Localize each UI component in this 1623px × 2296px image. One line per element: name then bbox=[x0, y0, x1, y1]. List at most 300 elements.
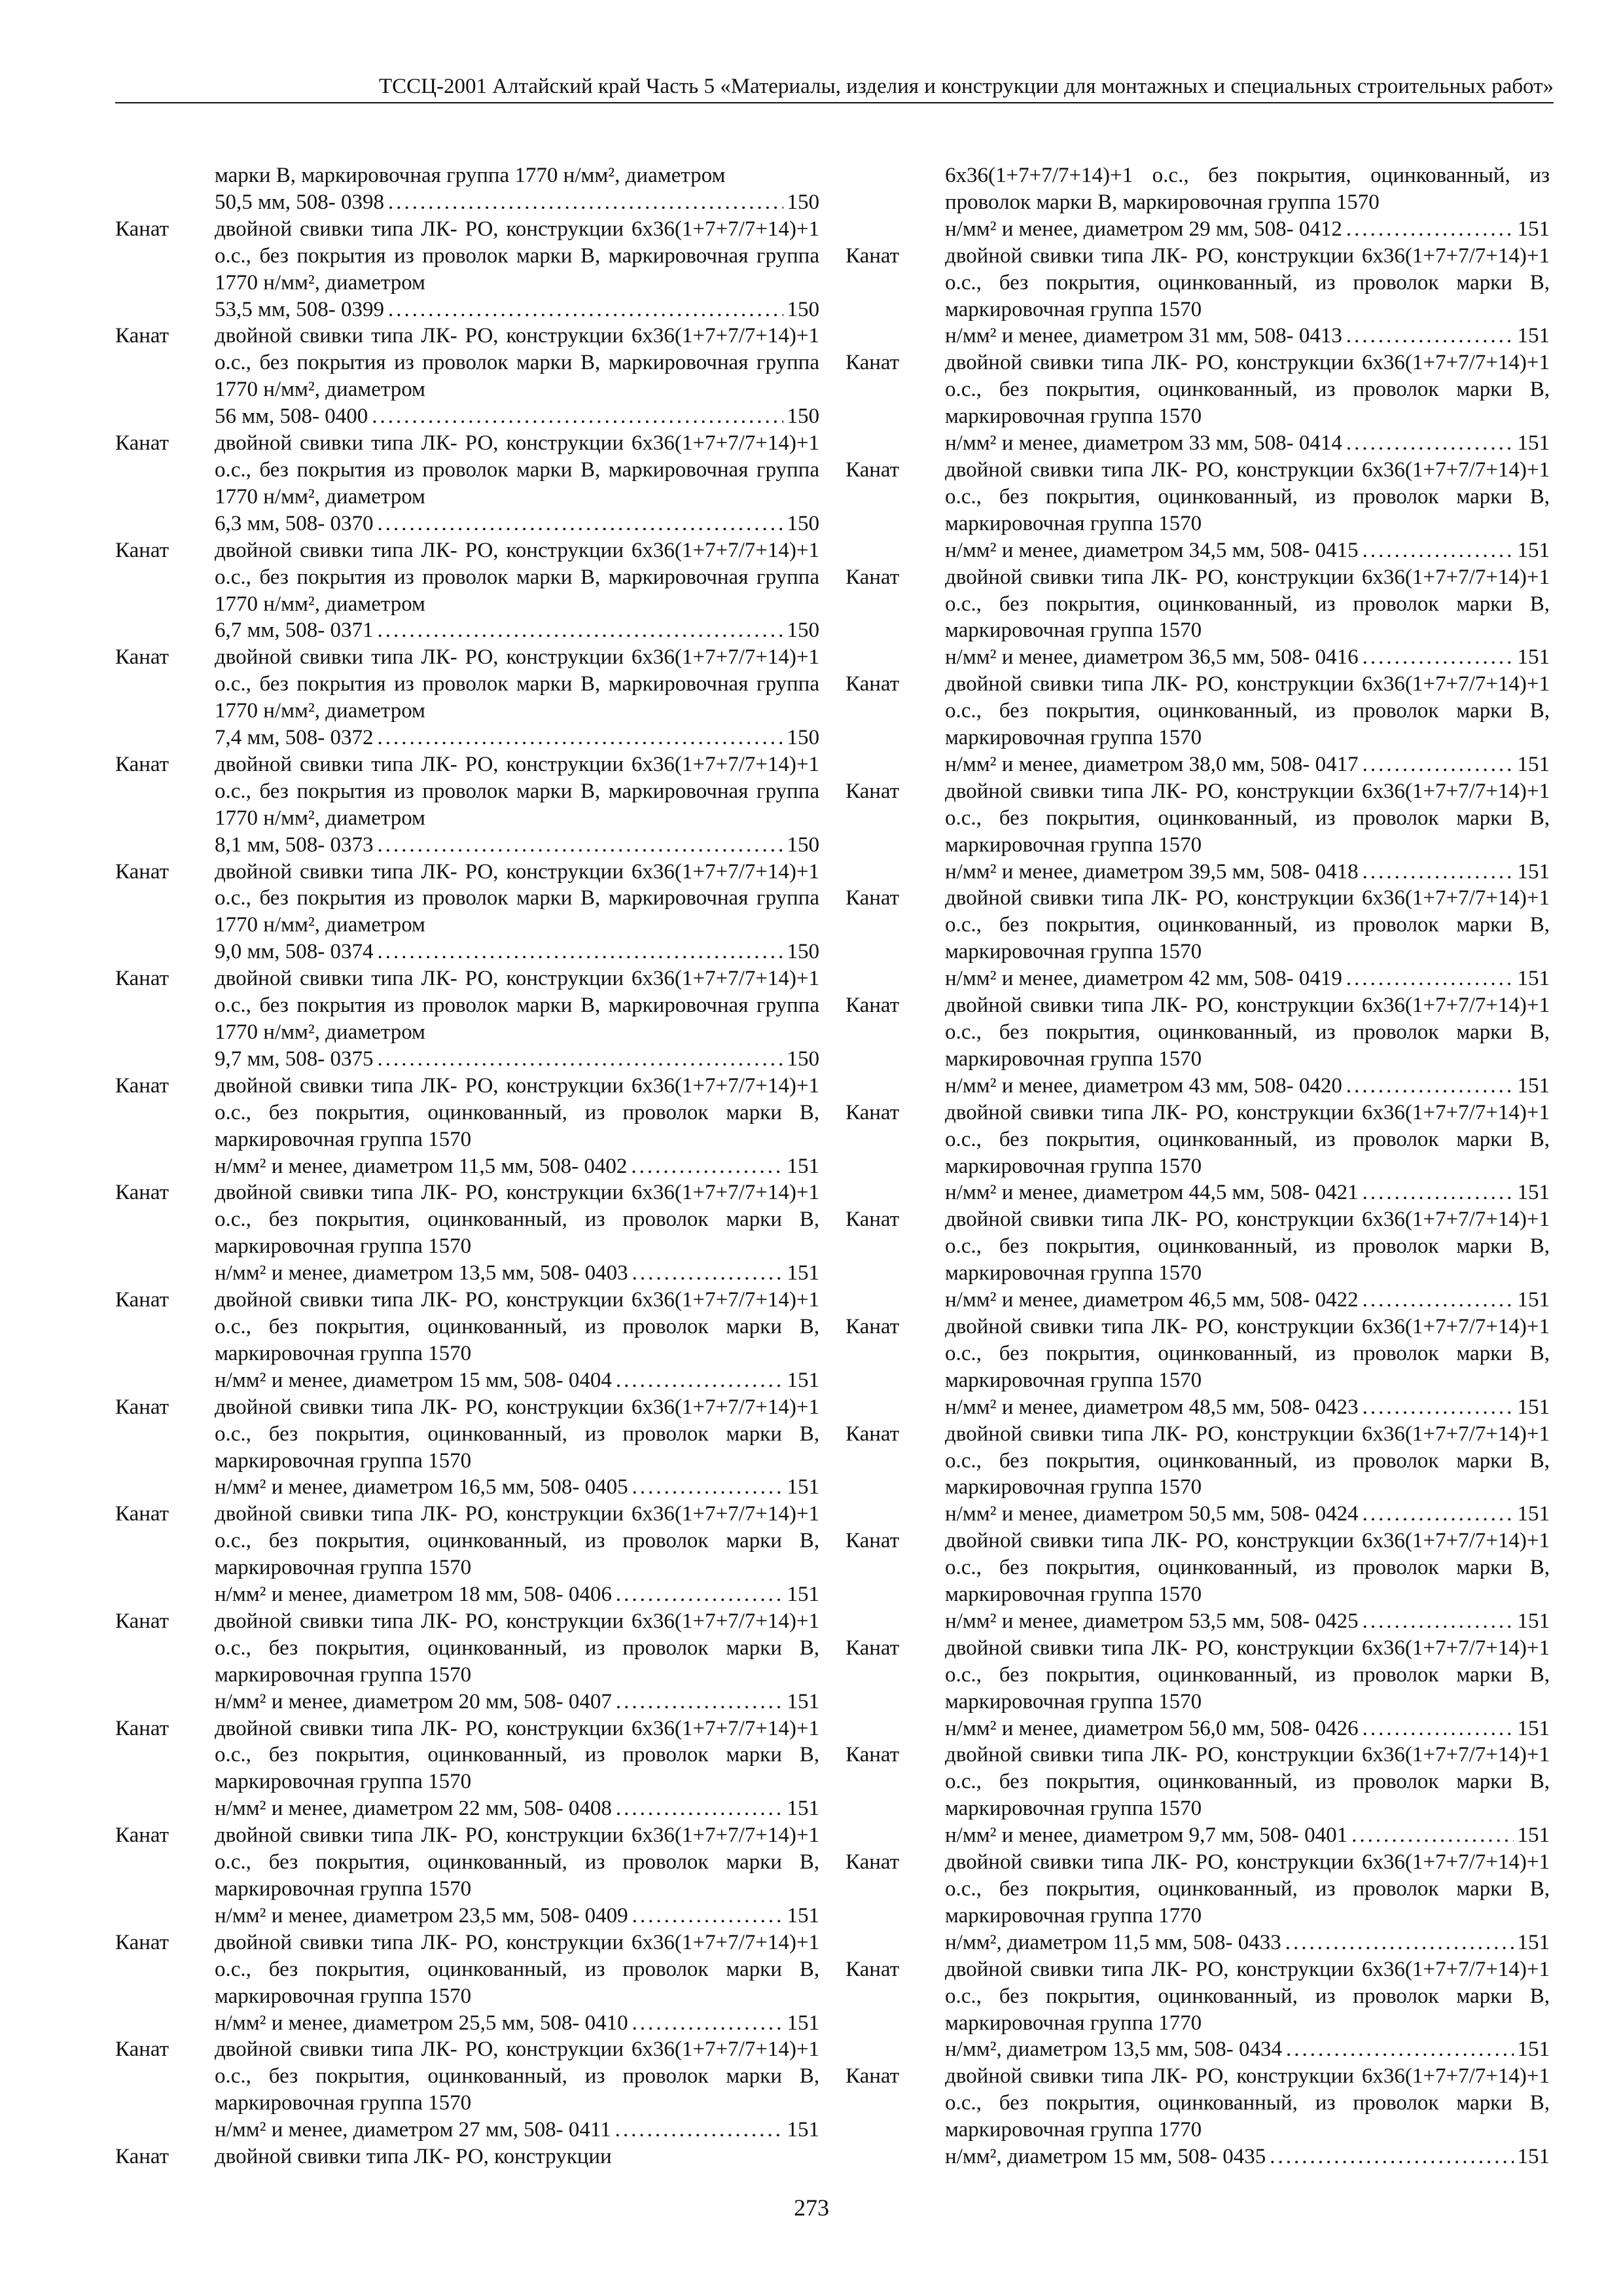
entry-code: н/мм² и менее, диаметром 50,5 мм, 508- 0424 bbox=[945, 1502, 1359, 1526]
entry-code: 9,7 мм, 508- 0375 bbox=[215, 1047, 374, 1071]
left-column bbox=[115, 162, 819, 2170]
index-entry bbox=[115, 859, 819, 966]
entry-page-ref: 151 bbox=[787, 1475, 819, 1499]
dot-leader bbox=[1363, 1179, 1514, 1206]
dot-leader bbox=[632, 1903, 783, 1929]
entry-term: Канат bbox=[846, 994, 900, 1018]
entry-page-ref: 151 bbox=[1517, 1823, 1550, 1848]
entry-page-ref: 150 bbox=[787, 833, 819, 857]
entry-body bbox=[945, 1742, 1550, 1849]
entry-last-line bbox=[945, 216, 1550, 243]
entry-page-ref: 151 bbox=[787, 1368, 819, 1392]
entry-last-line bbox=[215, 2117, 819, 2144]
entry-description: двойной свивки типа ЛК- РО, конструкции 6х36(1+7+7/7+14)+1 о.с., без покрытия из проволок марки В, маркировочная группа 1770 н/мм², диаметром bbox=[215, 967, 819, 1044]
entry-description: двойной свивки типа ЛК- РО, конструкции 6х36(1+7+7/7+14)+1 о.с., без покрытия из проволок марки В, маркировочная группа 1770 н/мм², диаметром bbox=[215, 217, 819, 295]
entry-description: двойной свивки типа ЛК- РО, конструкции 6х36(1+7+7/7+14)+1 о.с., без покрытия, оцинкованный, из проволок марки В, маркировочная группа 1570 bbox=[215, 2037, 819, 2115]
entry-last-line bbox=[215, 511, 819, 537]
entry-last-line bbox=[945, 1501, 1550, 1528]
entry-page-ref: 151 bbox=[1517, 1716, 1550, 1740]
entry-term: Канат bbox=[115, 1930, 169, 1954]
entry-page-ref: 151 bbox=[1517, 1502, 1550, 1526]
entry-body bbox=[945, 1849, 1550, 1956]
entry-page-ref: 151 bbox=[787, 2118, 819, 2142]
entry-body bbox=[945, 1314, 1550, 1421]
running-header: ТССЦ-2001 Алтайский край Часть 5 «Материалы, изделия и конструкции для монтажных и специальных строительных работ» bbox=[115, 73, 1554, 103]
entry-page-ref: 151 bbox=[787, 1154, 819, 1178]
entry-description: двойной свивки типа ЛК- РО, конструкции 6х36(1+7+7/7+14)+1 о.с., без покрытия, оцинкованный, из проволок марки В, маркировочная группа 1570 bbox=[215, 1395, 819, 1473]
entry-last-line bbox=[945, 1287, 1550, 1314]
entry-code: н/мм² и менее, диаметром 29 мм, 508- 0412 bbox=[945, 217, 1342, 241]
index-entry bbox=[115, 2036, 819, 2144]
entry-description: двойной свивки типа ЛК- РО, конструкции 6х36(1+7+7/7+14)+1 о.с., без покрытия, оцинкованный, из проволок марки В, маркировочная группа 1770 bbox=[945, 1850, 1550, 1928]
entry-body bbox=[215, 1179, 819, 1287]
entry-page-ref: 151 bbox=[1517, 217, 1550, 241]
entry-body bbox=[945, 1528, 1550, 1635]
entry-description: двойной свивки типа ЛК- РО, конструкции 6х36(1+7+7/7+14)+1 о.с., без покрытия, оцинкованный, из проволок марки В, маркировочная группа 1570 bbox=[945, 779, 1550, 857]
dot-leader bbox=[1363, 1394, 1514, 1421]
dot-leader bbox=[1346, 965, 1514, 992]
entry-code: н/мм² и менее, диаметром 23,5 мм, 508- 0409 bbox=[215, 1903, 628, 1928]
entry-term: Канат bbox=[115, 1502, 169, 1526]
entry-page-ref: 151 bbox=[1517, 1930, 1550, 1954]
entry-page-ref: 150 bbox=[787, 1047, 819, 1071]
entry-term: Канат bbox=[115, 1716, 169, 1740]
entry-description: двойной свивки типа ЛК- РО, конструкции 6х36(1+7+7/7+14)+1 о.с., без покрытия, оцинкованный, из проволок марки В, маркировочная группа 1770 bbox=[945, 1957, 1550, 2035]
entry-term: Канат bbox=[115, 1073, 169, 1098]
dot-leader bbox=[378, 511, 783, 537]
entry-last-line bbox=[215, 1474, 819, 1501]
index-entry bbox=[115, 965, 819, 1073]
entry-code: 50,5 мм, 508- 0398 bbox=[215, 190, 385, 214]
index-entry bbox=[115, 644, 819, 751]
dot-leader bbox=[632, 2010, 783, 2037]
entry-body bbox=[215, 2036, 819, 2144]
index-entry bbox=[115, 430, 819, 537]
entry-description: двойной свивки типа ЛК- РО, конструкции 6х36(1+7+7/7+14)+1 о.с., без покрытия из проволок марки В, маркировочная группа 1770 н/мм², диаметром bbox=[215, 324, 819, 402]
entry-code: н/мм², диаметром 15 мм, 508- 0435 bbox=[945, 2145, 1266, 2169]
index-entry bbox=[115, 1287, 819, 1394]
dot-leader bbox=[632, 1260, 783, 1287]
entry-term: Канат bbox=[846, 457, 900, 482]
dot-leader bbox=[616, 1795, 783, 1822]
entry-body bbox=[945, 162, 1550, 243]
entry-code: н/мм² и менее, диаметром 15 мм, 508- 0404 bbox=[215, 1368, 612, 1392]
entry-last-line bbox=[945, 751, 1550, 778]
entry-page-ref: 151 bbox=[1517, 1395, 1550, 1419]
entry-last-line bbox=[215, 1795, 819, 1822]
entry-term: Канат bbox=[846, 1850, 900, 1874]
index-entry bbox=[846, 1206, 1550, 1314]
dot-leader bbox=[388, 189, 783, 216]
entry-term: Канат bbox=[846, 1529, 900, 1553]
entry-body bbox=[945, 243, 1550, 350]
entry-page-ref: 150 bbox=[787, 511, 819, 535]
entry-body bbox=[945, 1100, 1550, 1207]
entry-term: Канат bbox=[115, 752, 169, 776]
entry-term: Канат bbox=[115, 645, 169, 670]
entry-description: двойной свивки типа ЛК- РО, конструкции 6х36(1+7+7/7+14)+1 о.с., без покрытия, оцинкованный, из проволок марки В, маркировочная группа 1570 bbox=[215, 1716, 819, 1794]
entry-term: Канат bbox=[115, 1609, 169, 1633]
entry-last-line bbox=[945, 1073, 1550, 1100]
entry-description: двойной свивки типа ЛК- РО, конструкции 6х36(1+7+7/7+14)+1 о.с., без покрытия, оцинкованный, из проволок марки В, маркировочная группа 1570 bbox=[945, 243, 1550, 321]
entry-last-line bbox=[945, 1394, 1550, 1421]
entry-description: двойной свивки типа ЛК- РО, конструкции 6х36(1+7+7/7+14)+1 о.с., без покрытия из проволок марки В, маркировочная группа 1770 н/мм², диаметром bbox=[215, 431, 819, 509]
index-entry bbox=[846, 885, 1550, 992]
entry-last-line bbox=[215, 1260, 819, 1287]
dot-leader bbox=[1270, 2144, 1513, 2170]
entry-body bbox=[945, 1956, 1550, 2064]
entry-page-ref: 151 bbox=[787, 2011, 819, 2035]
entry-description: двойной свивки типа ЛК- РО, конструкции bbox=[215, 2145, 612, 2169]
entry-body bbox=[945, 671, 1550, 778]
dot-leader bbox=[632, 1474, 783, 1501]
entry-page-ref: 150 bbox=[787, 297, 819, 321]
entry-body bbox=[215, 2144, 819, 2170]
entry-code: н/мм² и менее, диаметром 44,5 мм, 508- 0421 bbox=[945, 1181, 1359, 1205]
entry-last-line bbox=[215, 1153, 819, 1180]
index-entry bbox=[846, 243, 1550, 350]
dot-leader bbox=[631, 1153, 783, 1180]
entry-body bbox=[945, 350, 1550, 457]
dot-leader bbox=[378, 1046, 783, 1073]
entry-code: 8,1 мм, 508- 0373 bbox=[215, 833, 374, 857]
entry-page-ref: 151 bbox=[787, 1583, 819, 1607]
entry-body bbox=[215, 216, 819, 323]
entry-code: н/мм², диаметром 11,5 мм, 508- 0433 bbox=[945, 1930, 1281, 1954]
dot-leader bbox=[1346, 430, 1514, 457]
entry-last-line bbox=[945, 644, 1550, 671]
entry-description: двойной свивки типа ЛК- РО, конструкции 6х36(1+7+7/7+14)+1 о.с., без покрытия, оцинкованный, из проволок марки В, маркировочная группа 1570 bbox=[945, 1743, 1550, 1821]
index-entry bbox=[115, 1501, 819, 1608]
entry-code: н/мм² и менее, диаметром 25,5 мм, 508- 0410 bbox=[215, 2011, 628, 2035]
index-entry bbox=[846, 1956, 1550, 2064]
entry-term: Канат bbox=[846, 1422, 900, 1446]
entry-page-ref: 150 bbox=[787, 619, 819, 643]
entry-description: двойной свивки типа ЛК- РО, конструкции 6х36(1+7+7/7+14)+1 о.с., без покрытия, оцинкованный, из проволок марки В, маркировочная группа 1570 bbox=[945, 994, 1550, 1071]
index-entry bbox=[846, 778, 1550, 886]
entry-page-ref: 151 bbox=[1517, 645, 1550, 670]
entry-page-ref: 151 bbox=[1517, 1073, 1550, 1098]
entry-description: двойной свивки типа ЛК- РО, конструкции 6х36(1+7+7/7+14)+1 о.с., без покрытия, оцинкованный, из проволок марки В, маркировочная группа 1570 bbox=[945, 1636, 1550, 1713]
entry-page-ref: 151 bbox=[1517, 1181, 1550, 1205]
index-entry bbox=[115, 323, 819, 430]
entry-body bbox=[215, 1715, 819, 1823]
entry-description: двойной свивки типа ЛК- РО, конструкции 6х36(1+7+7/7+14)+1 о.с., без покрытия, оцинкованный, из проволок марки В, маркировочная группа 1570 bbox=[215, 1073, 819, 1151]
entry-page-ref: 151 bbox=[1517, 967, 1550, 991]
entry-last-line bbox=[215, 1581, 819, 1608]
entry-page-ref: 150 bbox=[787, 940, 819, 964]
index-entry bbox=[115, 1929, 819, 2037]
entry-last-line bbox=[215, 617, 819, 644]
entry-term: Канат bbox=[115, 1395, 169, 1419]
entry-last-line bbox=[215, 939, 819, 965]
entry-last-line bbox=[215, 2010, 819, 2037]
entry-page-ref: 150 bbox=[787, 726, 819, 750]
dot-leader bbox=[1363, 751, 1514, 778]
entry-term: Канат bbox=[115, 967, 169, 991]
entry-description: двойной свивки типа ЛК- РО, конструкции 6х36(1+7+7/7+14)+1 о.с., без покрытия, оцинкованный, из проволок марки В, маркировочная группа 1570 bbox=[945, 1529, 1550, 1607]
entry-code: н/мм² и менее, диаметром 18 мм, 508- 0406 bbox=[215, 1583, 612, 1607]
entry-description: двойной свивки типа ЛК- РО, конструкции 6х36(1+7+7/7+14)+1 о.с., без покрытия из проволок марки В, маркировочная группа 1770 н/мм², диаметром bbox=[215, 859, 819, 937]
dot-leader bbox=[372, 403, 783, 430]
entry-last-line bbox=[215, 189, 819, 216]
entry-last-line bbox=[945, 1608, 1550, 1635]
entry-description: двойной свивки типа ЛК- РО, конструкции 6х36(1+7+7/7+14)+1 о.с., без покрытия, оцинкованный, из проволок марки В, маркировочная группа 1770 bbox=[945, 2064, 1550, 2142]
index-entry bbox=[846, 1528, 1550, 1635]
entry-description: двойной свивки типа ЛК- РО, конструкции 6х36(1+7+7/7+14)+1 о.с., без покрытия, оцинкованный, из проволок марки В, маркировочная группа 1570 bbox=[945, 351, 1550, 429]
entry-body bbox=[215, 537, 819, 645]
entry-page-ref: 151 bbox=[1517, 2037, 1550, 2062]
dot-leader bbox=[616, 1689, 783, 1715]
entry-term: Канат bbox=[115, 1181, 169, 1205]
dot-leader bbox=[378, 617, 783, 644]
entry-page-ref: 150 bbox=[787, 404, 819, 429]
entry-last-line bbox=[945, 323, 1550, 350]
dot-leader bbox=[616, 1367, 783, 1394]
entry-page-ref: 151 bbox=[1517, 538, 1550, 562]
dot-leader bbox=[1363, 1608, 1514, 1635]
entry-last-line bbox=[215, 1367, 819, 1394]
entry-body bbox=[945, 1206, 1550, 1314]
entry-body bbox=[215, 965, 819, 1073]
entry-page-ref: 151 bbox=[1517, 752, 1550, 776]
entry-body bbox=[215, 1929, 819, 2037]
entry-last-line bbox=[945, 1822, 1550, 1849]
entry-last-line bbox=[945, 859, 1550, 886]
index-entry bbox=[115, 1608, 819, 1715]
dot-leader bbox=[1346, 323, 1514, 350]
entry-term: Канат bbox=[846, 779, 900, 803]
dot-leader bbox=[1363, 644, 1514, 671]
index-entry bbox=[846, 1100, 1550, 1207]
entry-last-line bbox=[215, 725, 819, 751]
dot-leader bbox=[388, 296, 783, 323]
entry-last-line bbox=[215, 403, 819, 430]
entry-description: двойной свивки типа ЛК- РО, конструкции 6х36(1+7+7/7+14)+1 о.с., без покрытия, оцинкованный, из проволок марки В, маркировочная группа 1570 bbox=[945, 1422, 1550, 1499]
index-entry bbox=[115, 1822, 819, 1929]
entry-description: двойной свивки типа ЛК- РО, конструкции 6х36(1+7+7/7+14)+1 о.с., без покрытия, оцинкованный, из проволок марки В, маркировочная группа 1570 bbox=[945, 565, 1550, 643]
entry-term: Канат bbox=[846, 672, 900, 696]
entry-code: н/мм² и менее, диаметром 9,7 мм, 508- 0401 bbox=[945, 1823, 1348, 1848]
entry-page-ref: 151 bbox=[787, 1903, 819, 1928]
entry-term: Канат bbox=[115, 1288, 169, 1312]
entry-term: Канат bbox=[846, 1636, 900, 1660]
entry-term: Канат bbox=[846, 1743, 900, 1767]
entry-body bbox=[215, 1287, 819, 1394]
entry-description: марки В, маркировочная группа 1770 н/мм², диаметром bbox=[215, 164, 726, 187]
entry-description: двойной свивки типа ЛК- РО, конструкции 6х36(1+7+7/7+14)+1 о.с., без покрытия, оцинкованный, из проволок марки В, маркировочная группа 1570 bbox=[945, 672, 1550, 750]
entry-page-ref: 150 bbox=[787, 190, 819, 214]
index-entry bbox=[846, 1849, 1550, 1956]
entry-body bbox=[215, 1608, 819, 1715]
index-entry bbox=[115, 162, 819, 216]
entry-last-line bbox=[215, 296, 819, 323]
entry-description: двойной свивки типа ЛК- РО, конструкции 6х36(1+7+7/7+14)+1 о.с., без покрытия, оцинкованный, из проволок марки В, маркировочная группа 1570 bbox=[215, 1502, 819, 1580]
entry-last-line bbox=[215, 1903, 819, 1929]
index-entry bbox=[846, 1314, 1550, 1421]
index-entry bbox=[846, 1742, 1550, 1849]
entry-description: двойной свивки типа ЛК- РО, конструкции 6х36(1+7+7/7+14)+1 о.с., без покрытия, оцинкованный, из проволок марки В, маркировочная группа 1570 bbox=[945, 1208, 1550, 1285]
entry-code: н/мм² и менее, диаметром 43 мм, 508- 0420 bbox=[945, 1073, 1342, 1098]
dot-leader bbox=[1351, 1822, 1513, 1849]
index-entry bbox=[115, 1394, 819, 1501]
entry-body bbox=[945, 1421, 1550, 1528]
index-entry bbox=[115, 2144, 819, 2170]
dot-leader bbox=[1286, 2036, 1514, 2063]
entry-page-ref: 151 bbox=[1517, 431, 1550, 456]
entry-code: н/мм² и менее, диаметром 11,5 мм, 508- 0402 bbox=[215, 1154, 628, 1178]
index-entry bbox=[846, 162, 1550, 243]
entry-body bbox=[215, 323, 819, 430]
page-number: 273 bbox=[794, 2195, 829, 2221]
entry-body bbox=[945, 457, 1550, 564]
entry-term: Канат bbox=[846, 1208, 900, 1232]
entry-description: двойной свивки типа ЛК- РО, конструкции 6х36(1+7+7/7+14)+1 о.с., без покрытия, оцинкованный, из проволок марки В, маркировочная группа 1570 bbox=[215, 1823, 819, 1901]
entry-description: двойной свивки типа ЛК- РО, конструкции 6х36(1+7+7/7+14)+1 о.с., без покрытия, оцинкованный, из проволок марки В, маркировочная группа 1570 bbox=[215, 1930, 819, 2008]
entry-code: 6,7 мм, 508- 0371 bbox=[215, 619, 374, 643]
entry-term: Канат bbox=[846, 2064, 900, 2089]
entry-body bbox=[945, 1635, 1550, 1742]
index-entry bbox=[115, 537, 819, 645]
entry-code: н/мм² и менее, диаметром 39,5 мм, 508- 0418 bbox=[945, 859, 1359, 884]
dot-leader bbox=[1363, 1715, 1514, 1742]
entry-code: н/мм² и менее, диаметром 20 мм, 508- 0407 bbox=[215, 1689, 612, 1713]
entry-code: н/мм² и менее, диаметром 36,5 мм, 508- 0416 bbox=[945, 645, 1359, 670]
entry-code: н/мм² и менее, диаметром 48,5 мм, 508- 0423 bbox=[945, 1395, 1359, 1419]
entry-code: н/мм² и менее, диаметром 31 мм, 508- 0413 bbox=[945, 324, 1342, 348]
entry-description: двойной свивки типа ЛК- РО, конструкции 6х36(1+7+7/7+14)+1 о.с., без покрытия из проволок марки В, маркировочная группа 1770 н/мм², диаметром bbox=[215, 538, 819, 616]
entry-last-line bbox=[215, 1046, 819, 1073]
dot-leader bbox=[1363, 1501, 1514, 1528]
entry-code: н/мм² и менее, диаметром 38,0 мм, 508- 0417 bbox=[945, 752, 1359, 776]
entry-body bbox=[215, 1822, 819, 1929]
entry-term: Канат bbox=[115, 2037, 169, 2062]
entry-body bbox=[945, 2063, 1550, 2170]
entry-code: н/мм² и менее, диаметром 13,5 мм, 508- 0403 bbox=[215, 1261, 628, 1285]
entry-term: Канат bbox=[115, 1823, 169, 1848]
entry-term: Канат bbox=[115, 2145, 169, 2169]
entry-last-line bbox=[945, 537, 1550, 564]
dot-leader bbox=[616, 1581, 783, 1608]
entry-body bbox=[215, 430, 819, 537]
index-entry bbox=[846, 1421, 1550, 1528]
index-entry bbox=[846, 671, 1550, 778]
entry-body bbox=[215, 1073, 819, 1180]
entry-code: 7,4 мм, 508- 0372 bbox=[215, 726, 374, 750]
entry-description: двойной свивки типа ЛК- РО, конструкции 6х36(1+7+7/7+14)+1 о.с., без покрытия из проволок марки В, маркировочная группа 1770 н/мм², диаметром bbox=[215, 645, 819, 723]
dot-leader bbox=[378, 832, 783, 859]
entry-page-ref: 151 bbox=[1517, 859, 1550, 884]
index-entry bbox=[846, 2063, 1550, 2170]
entry-last-line bbox=[945, 2144, 1550, 2170]
index-entry bbox=[115, 216, 819, 323]
dot-leader bbox=[1285, 1929, 1514, 1956]
entry-description: двойной свивки типа ЛК- РО, конструкции 6х36(1+7+7/7+14)+1 о.с., без покрытия из проволок марки В, маркировочная группа 1770 н/мм², диаметром bbox=[215, 752, 819, 830]
entry-code: 53,5 мм, 508- 0399 bbox=[215, 297, 385, 321]
index-entry bbox=[846, 350, 1550, 457]
index-entry bbox=[846, 564, 1550, 672]
entry-term: Канат bbox=[846, 243, 900, 268]
entry-page-ref: 151 bbox=[787, 1689, 819, 1713]
dot-leader bbox=[1346, 1073, 1514, 1100]
right-column bbox=[846, 162, 1550, 2170]
entry-description: двойной свивки типа ЛК- РО, конструкции 6х36(1+7+7/7+14)+1 о.с., без покрытия, оцинкованный, из проволок марки В, маркировочная группа 1570 bbox=[215, 1181, 819, 1259]
entry-term: Канат bbox=[115, 217, 169, 241]
entry-code: 56 мм, 508- 0400 bbox=[215, 404, 368, 429]
entry-body bbox=[215, 1394, 819, 1501]
entry-body bbox=[215, 162, 819, 216]
entry-body bbox=[215, 644, 819, 751]
dot-leader bbox=[1363, 1287, 1514, 1314]
dot-leader bbox=[615, 2117, 783, 2144]
index-entry bbox=[115, 1715, 819, 1823]
entry-description: двойной свивки типа ЛК- РО, конструкции 6х36(1+7+7/7+14)+1 о.с., без покрытия, оцинкованный, из проволок марки В, маркировочная группа 1570 bbox=[945, 457, 1550, 535]
dot-leader bbox=[378, 939, 783, 965]
entry-code: 9,0 мм, 508- 0374 bbox=[215, 940, 374, 964]
entry-page-ref: 151 bbox=[787, 1797, 819, 1821]
entry-term: Канат bbox=[115, 324, 169, 348]
entry-description: двойной свивки типа ЛК- РО, конструкции 6х36(1+7+7/7+14)+1 о.с., без покрытия, оцинкованный, из проволок марки В, маркировочная группа 1570 bbox=[215, 1288, 819, 1365]
entry-description: двойной свивки типа ЛК- РО, конструкции 6х36(1+7+7/7+14)+1 о.с., без покрытия, оцинкованный, из проволок марки В, маркировочная группа 1570 bbox=[945, 886, 1550, 964]
index-entry bbox=[115, 1073, 819, 1180]
entry-body bbox=[945, 778, 1550, 886]
entry-last-line bbox=[945, 965, 1550, 992]
entry-last-line bbox=[945, 1929, 1550, 1956]
entry-last-line bbox=[215, 1689, 819, 1715]
entry-code: н/мм² и менее, диаметром 33 мм, 508- 0414 bbox=[945, 431, 1342, 456]
entry-description: двойной свивки типа ЛК- РО, конструкции 6х36(1+7+7/7+14)+1 о.с., без покрытия, оцинкованный, из проволок марки В, маркировочная группа 1570 bbox=[945, 1100, 1550, 1178]
entry-last-line bbox=[945, 430, 1550, 457]
entry-body bbox=[945, 564, 1550, 672]
entry-term: Канат bbox=[846, 1957, 900, 1981]
entry-last-line bbox=[945, 2036, 1550, 2063]
entry-page-ref: 151 bbox=[787, 1261, 819, 1285]
entry-code: н/мм² и менее, диаметром 27 мм, 508- 0411 bbox=[215, 2118, 611, 2142]
entry-last-line bbox=[215, 832, 819, 859]
dot-leader bbox=[1363, 859, 1514, 886]
entry-code: н/мм² и менее, диаметром 16,5 мм, 508- 0405 bbox=[215, 1475, 628, 1499]
entry-term: Канат bbox=[846, 565, 900, 589]
entry-last-line bbox=[945, 1715, 1550, 1742]
index-entry bbox=[846, 457, 1550, 564]
entry-page-ref: 151 bbox=[1517, 1609, 1550, 1633]
entry-page-ref: 151 bbox=[1517, 2145, 1550, 2169]
entry-code: н/мм² и менее, диаметром 22 мм, 508- 0408 bbox=[215, 1797, 612, 1821]
index-entry bbox=[846, 992, 1550, 1100]
entry-term: Канат bbox=[115, 431, 169, 456]
entry-code: 6,3 мм, 508- 0370 bbox=[215, 511, 374, 535]
entry-last-line bbox=[945, 1179, 1550, 1206]
entry-code: н/мм², диаметром 13,5 мм, 508- 0434 bbox=[945, 2037, 1282, 2062]
dot-leader bbox=[1346, 216, 1514, 243]
entry-page-ref: 151 bbox=[1517, 324, 1550, 348]
entry-page-ref: 151 bbox=[1517, 1288, 1550, 1312]
index-entry bbox=[846, 1635, 1550, 1742]
entry-term: Канат bbox=[115, 859, 169, 884]
entry-code: н/мм² и менее, диаметром 46,5 мм, 508- 0422 bbox=[945, 1288, 1359, 1312]
entry-description: двойной свивки типа ЛК- РО, конструкции 6х36(1+7+7/7+14)+1 о.с., без покрытия, оцинкованный, из проволок марки В, маркировочная группа 1570 bbox=[945, 1314, 1550, 1392]
entry-body bbox=[215, 859, 819, 966]
entry-body bbox=[945, 885, 1550, 992]
entry-body bbox=[945, 992, 1550, 1100]
entry-body bbox=[215, 751, 819, 859]
entry-description: 6х36(1+7+7/7+14)+1 о.с., без покрытия, оцинкованный, из проволок марки В, маркировочная группа 1570 bbox=[945, 164, 1550, 214]
index-entry bbox=[115, 1179, 819, 1287]
entry-term: Канат bbox=[115, 538, 169, 562]
entry-code: н/мм² и менее, диаметром 56,0 мм, 508- 0426 bbox=[945, 1716, 1359, 1740]
entry-term: Канат bbox=[846, 1314, 900, 1338]
entry-body bbox=[215, 1501, 819, 1608]
